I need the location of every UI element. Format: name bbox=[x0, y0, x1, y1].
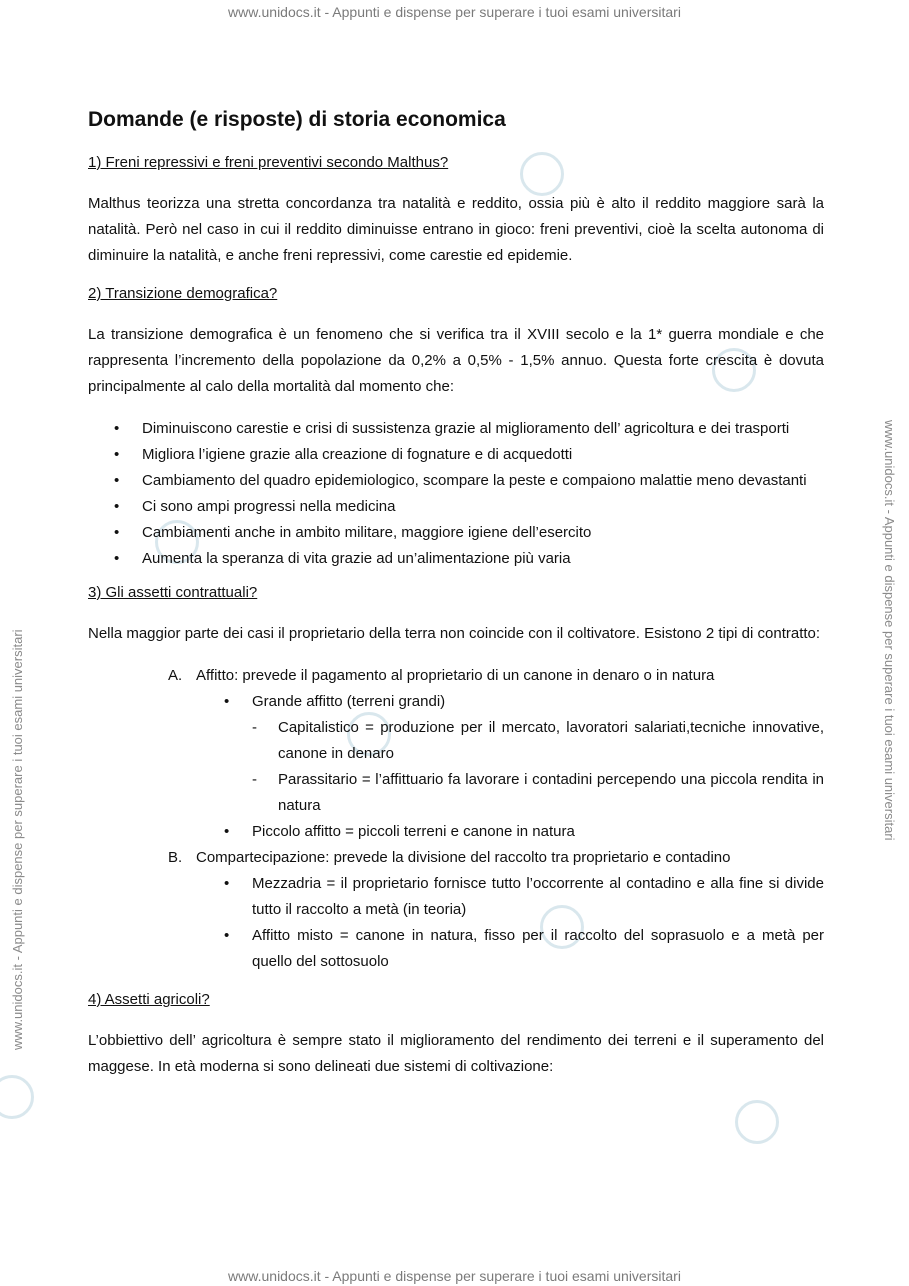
contract-outline bbox=[168, 663, 824, 975]
document-page bbox=[88, 108, 824, 1096]
question-4-heading: 4) Assetti agricoli? bbox=[88, 991, 210, 1008]
list-item: • Cambiamenti anche in ambito militare, maggiore igiene dell’esercito bbox=[114, 524, 592, 541]
watermark-left: www.unidocs.it - Appunti e dispense per superare i tuoi esami universitari bbox=[10, 629, 25, 1050]
document-title: Domande (e risposte) di storia economica bbox=[88, 108, 506, 131]
question-3-heading: 3) Gli assetti contrattuali? bbox=[88, 584, 258, 601]
watermark-top: www.unidocs.it - Appunti e dispense per superare i tuoi esami universitari bbox=[228, 4, 681, 20]
watermark-bottom: www.unidocs.it - Appunti e dispense per superare i tuoi esami universitari bbox=[228, 1268, 681, 1284]
list-item: - Capitalistico = produzione per il mercato, lavoratori salariati,tecniche innovative, canone in denaro bbox=[252, 719, 824, 762]
list-item: • Cambiamento del quadro epidemiologico, scompare la peste e compaiono malattie meno devastanti bbox=[114, 472, 807, 489]
list-item: • Migliora l’igiene grazie alla creazione di fognature e di acquedotti bbox=[114, 446, 573, 463]
watermark-right: www.unidocs.it - Appunti e dispense per superare i tuoi esami universitari bbox=[882, 420, 897, 841]
question-2-heading: 2) Transizione demografica? bbox=[88, 285, 278, 302]
list-item: • Mezzadria = il proprietario fornisce tutto l’occorrente al contadino e alla fine si divide tutto il raccolto a metà (in teoria) bbox=[224, 875, 824, 918]
list-item: • Grande affitto (terreni grandi) bbox=[224, 693, 446, 710]
answer-4-text: L’obbiettivo dell’ agricoltura è sempre stato il miglioramento del rendimento dei terreni e il superamento del maggese. In età moderna si sono delineati due sistemi di coltivazione: bbox=[88, 1032, 824, 1075]
list-item: • Piccolo affitto = piccoli terreni e canone in natura bbox=[224, 823, 575, 840]
answer-2-text: La transizione demografica è un fenomeno che si verifica tra il XVIII secolo e la 1* guerra mondiale e che rappresenta l’incremento della popolazione da 0,2% a 0,5% - 1,5% annuo. Questa forte crescita è dovuta principalmente al calo della mortalità dal momento che: bbox=[88, 326, 824, 395]
list-item: - Parassitario = l’affittuario fa lavorare i contadini percependo una piccola rendita in natura bbox=[252, 771, 824, 814]
answer-2-bullet-list bbox=[88, 416, 824, 572]
list-item: • Ci sono ampi progressi nella medicina bbox=[114, 498, 396, 515]
question-1-heading: 1) Freni repressivi e freni preventivi secondo Malthus? bbox=[88, 154, 449, 171]
answer-3-text: Nella maggior parte dei casi il proprietario della terra non coincide con il coltivatore. Esistono 2 tipi di contratto: bbox=[88, 625, 821, 642]
list-item: • Affitto misto = canone in natura, fisso per il raccolto del soprasuolo e a metà per quello del sottosuolo bbox=[224, 927, 824, 970]
list-item: • Diminuiscono carestie e crisi di sussistenza grazie al miglioramento dell’ agricoltura e dei trasporti bbox=[114, 420, 790, 437]
list-item: • Aumenta la speranza di vita grazie ad un’alimentazione più varia bbox=[114, 550, 571, 567]
watermark-logo-icon bbox=[0, 1075, 34, 1119]
contract-b-compartecipazione: B. Compartecipazione: prevede la divisione del raccolto tra proprietario e contadino bbox=[168, 849, 731, 866]
contract-a-affitto: A. Affitto: prevede il pagamento al proprietario di un canone in denaro o in natura bbox=[168, 667, 715, 684]
watermark-logo-icon bbox=[735, 1100, 779, 1144]
answer-1-text: Malthus teorizza una stretta concordanza tra natalità e reddito, ossia più è alto il reddito maggiore sarà la natalità. Però nel caso in cui il reddito diminuisse entrano in gioco: freni preventivi, cioè la scelta autonoma di diminuire la natalità, e anche freni repressivi, come carestie ed epidemie. bbox=[88, 195, 824, 264]
